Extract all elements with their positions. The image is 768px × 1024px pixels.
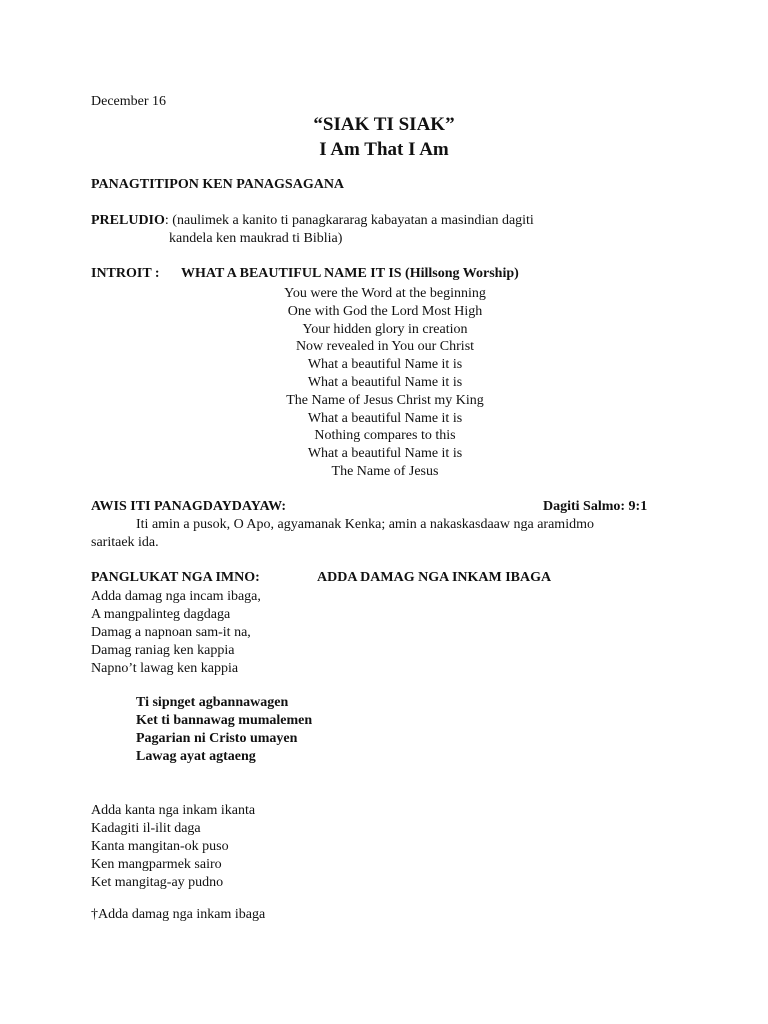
hymn-verse-1 bbox=[91, 588, 261, 678]
subtitle: I Am That I Am bbox=[319, 139, 449, 160]
opening-hymn-title: ADDA DAMAG NGA INKAM IBAGA bbox=[317, 570, 552, 585]
praise-text-line2: saritaek ida. bbox=[91, 535, 159, 550]
hymn-line: Ket mangitag-ay pudno bbox=[91, 875, 224, 890]
lyric-line: You were the Word at the beginning bbox=[284, 286, 486, 301]
lyric-line: The Name of Jesus Christ my King bbox=[286, 392, 484, 408]
lyric-line: Now revealed in You our Christ bbox=[295, 339, 475, 355]
hymn-refrain-marker: †Adda damag nga inkam ibaga bbox=[91, 907, 266, 922]
section-gathering-heading: PANAGTITIPON KEN PANAGSAGANA bbox=[91, 177, 345, 192]
lyric-line: One with God the Lord Most High bbox=[287, 303, 483, 319]
hymn-verse-2 bbox=[91, 802, 255, 892]
date: December 16 bbox=[91, 94, 167, 109]
hymn-line: Adda kanta nga inkam ikanta bbox=[91, 803, 256, 818]
praise-label: AWIS ITI PANAGDAYDAYAW: bbox=[91, 499, 287, 514]
prelude-line1 bbox=[91, 213, 534, 229]
lyric-line: Nothing compares to this bbox=[314, 428, 456, 444]
lyric-line: What a beautiful Name it is bbox=[307, 357, 463, 373]
lyric-line: What a beautiful Name it is bbox=[307, 446, 463, 462]
hymn-line: Damag raniag ken kappia bbox=[91, 643, 235, 658]
hymn-line: Adda damag nga incam ibaga, bbox=[91, 589, 261, 604]
hymn-line: A mangpalinteg dagdaga bbox=[91, 607, 231, 622]
hymn-line: Kanta mangitan-ok puso bbox=[91, 839, 229, 854]
lyric-line: The Name of Jesus bbox=[331, 463, 439, 479]
title: “SIAK TI SIAK” bbox=[313, 114, 455, 135]
lyric-line: What a beautiful Name it is bbox=[307, 410, 463, 426]
hymn-line: Damag a napnoan sam-it na, bbox=[91, 625, 251, 640]
introit-song-title: WHAT A BEAUTIFUL NAME IT IS (Hillsong Worship) bbox=[181, 266, 519, 281]
chorus-line: Pagarian ni Cristo umayen bbox=[136, 731, 298, 746]
hymn-line: Napno’t lawag ken kappia bbox=[91, 661, 239, 676]
prelude-text-line2: kandela ken maukrad ti Biblia) bbox=[169, 231, 343, 246]
chorus-line: Ti sipnget agbannawagen bbox=[136, 695, 289, 710]
introit-label: INTROIT : bbox=[91, 266, 160, 281]
praise-reference: Dagiti Salmo: 9:1 bbox=[543, 499, 648, 514]
hymn-line: Kadagiti il-ilit daga bbox=[91, 821, 201, 836]
prelude-label: PRELUDIO bbox=[91, 213, 165, 228]
praise-text-line1: Iti amin a pusok, O Apo, agyamanak Kenka; amin a nakaskasdaaw nga aramidmo bbox=[136, 517, 594, 532]
chorus-line: Ket ti bannawag mumalemen bbox=[136, 713, 313, 728]
hymn-chorus bbox=[136, 694, 312, 766]
lyric-line: Your hidden glory in creation bbox=[302, 321, 468, 337]
prelude-text-line1: : (naulimek a kanito ti panagkararag kabayatan a masindian dagiti bbox=[164, 213, 534, 228]
chorus-line: Lawag ayat agtaeng bbox=[136, 749, 256, 764]
opening-hymn-label: PANGLUKAT NGA IMNO: bbox=[91, 570, 260, 585]
introit-lyrics bbox=[200, 285, 570, 481]
lyric-line: What a beautiful Name it is bbox=[307, 374, 463, 390]
hymn-line: Ken mangparmek sairo bbox=[91, 857, 222, 872]
